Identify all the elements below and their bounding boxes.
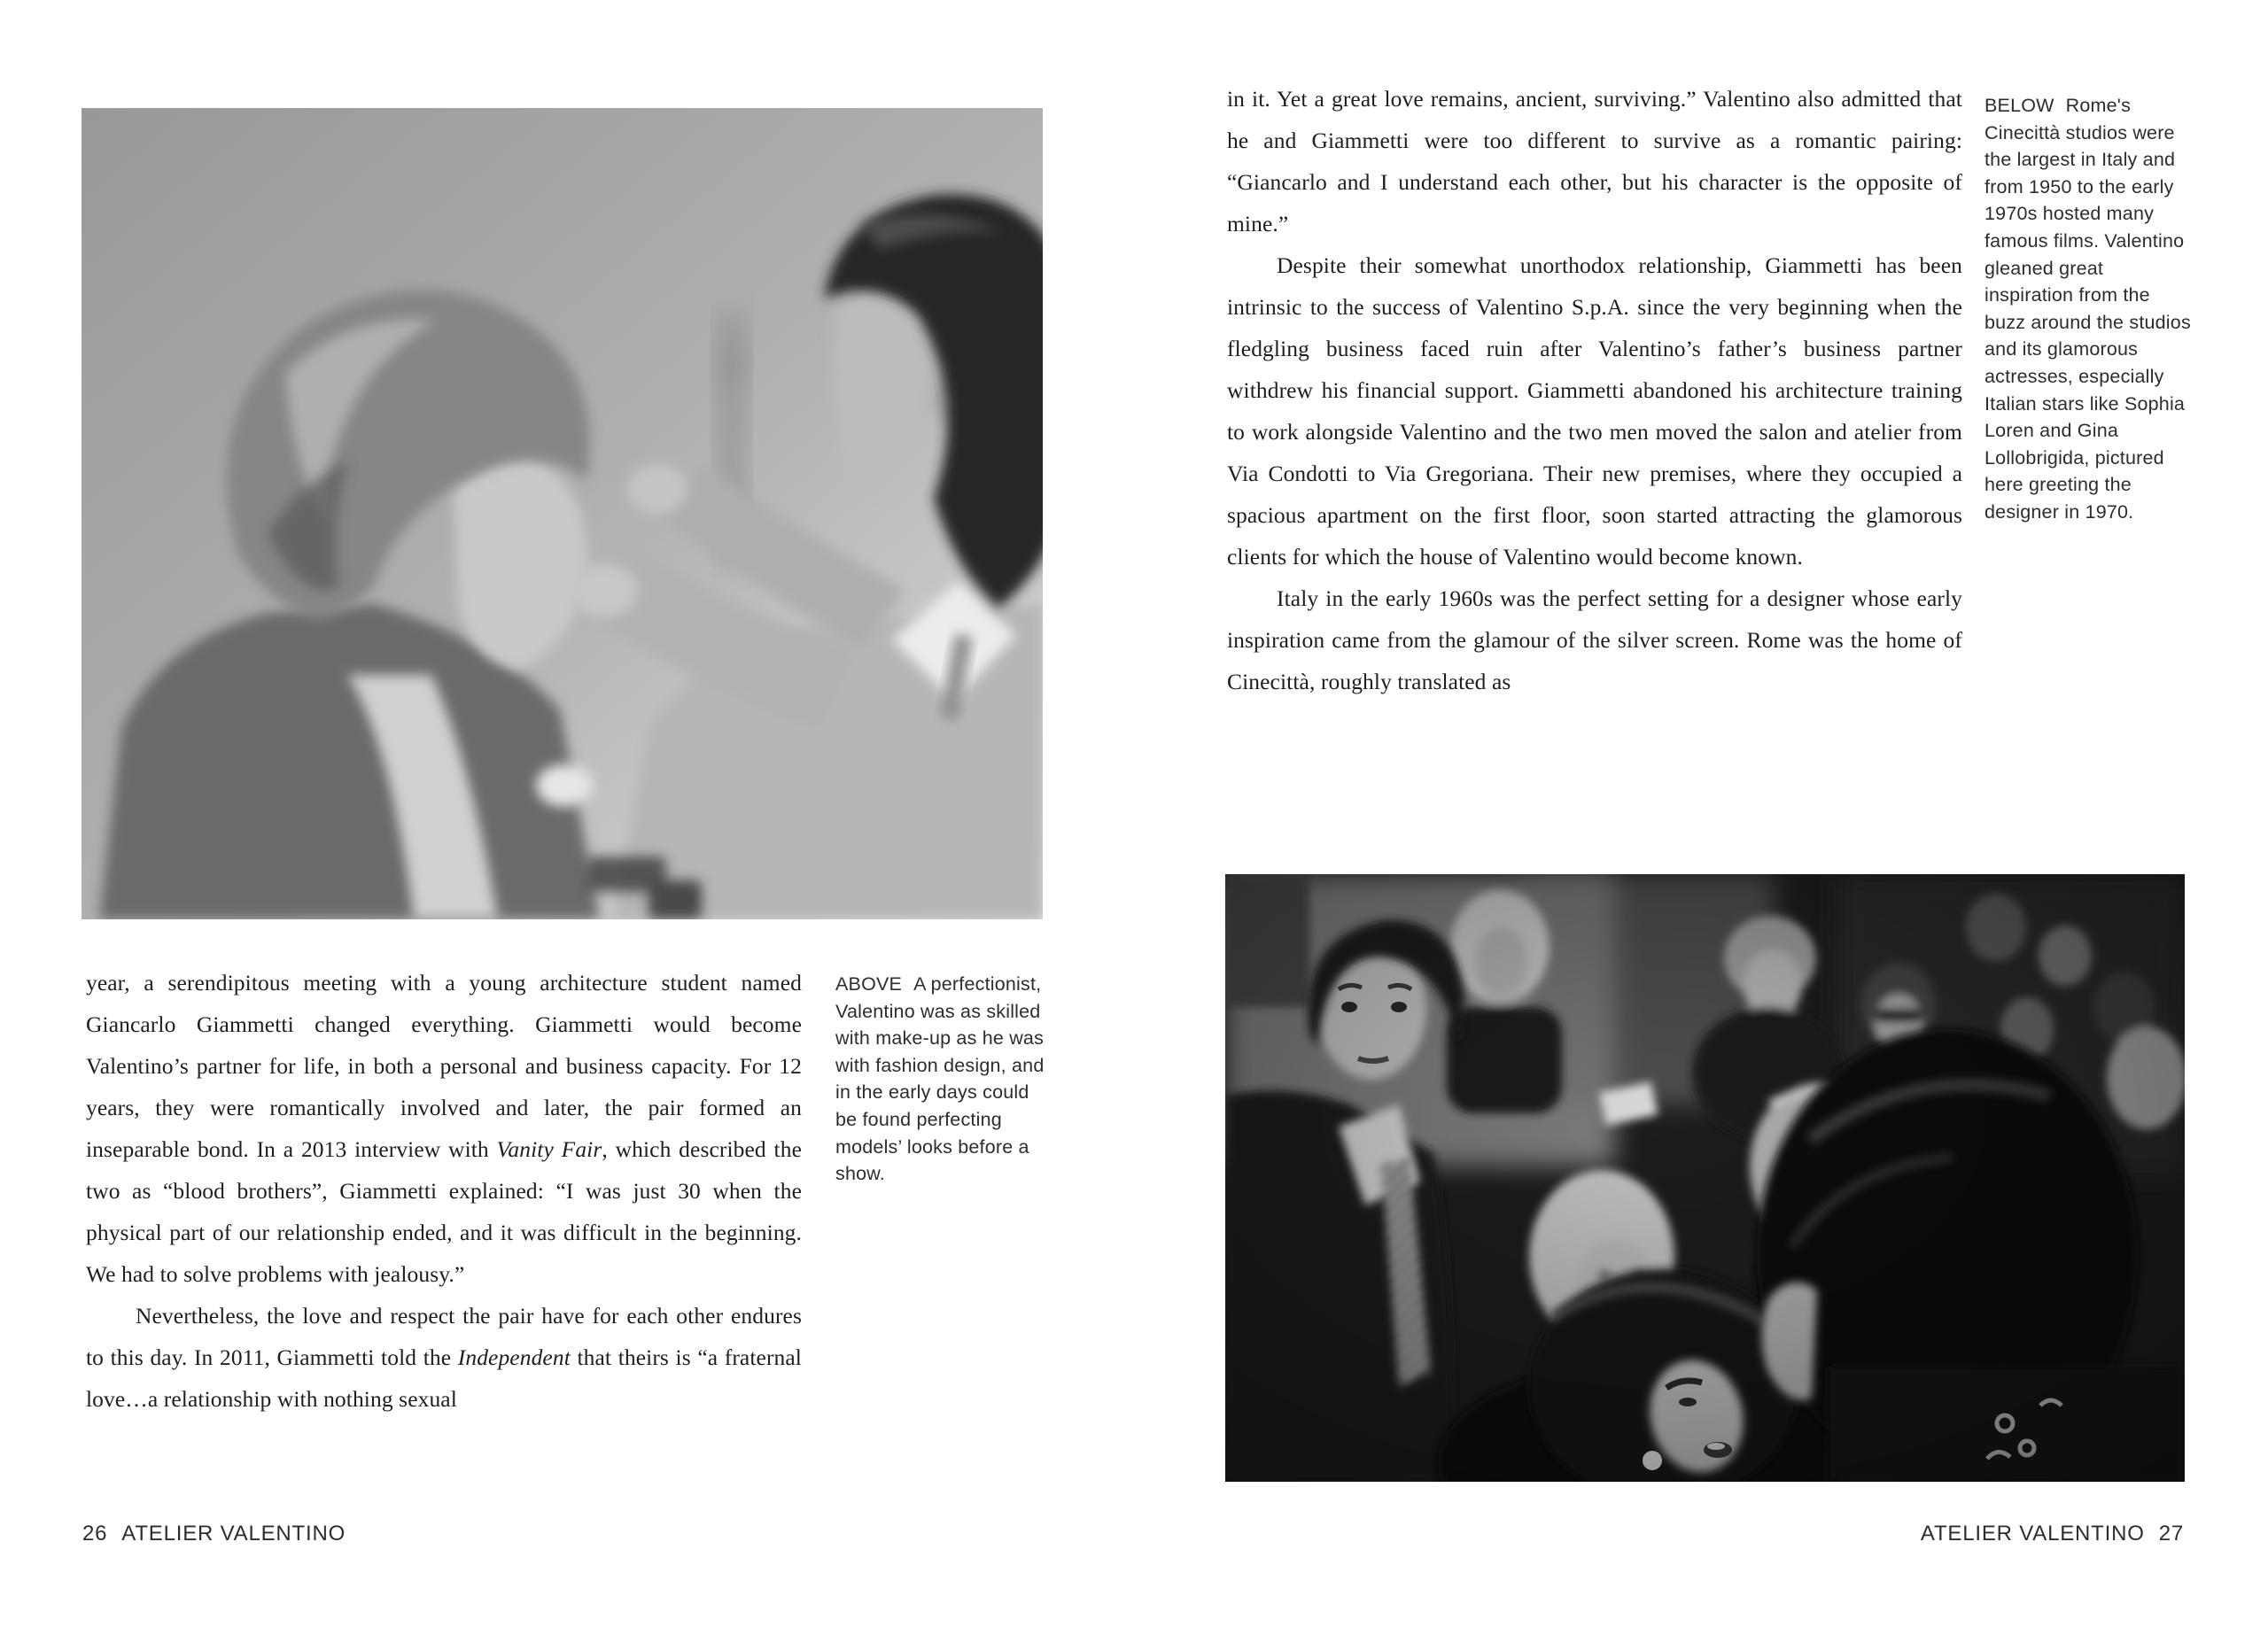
- body-paragraph: Despite their somewhat unorthodox relationship, Giammetti has been intrinsic to the success of Valentino S.p.A. since the very beginning when the fledgling business faced ruin after Valentino’s father’s business partner withdrew his financial support. Giammetti abandoned his architecture training to work alongside Valentino and the two men moved the salon and atelier from Via Condotti to Via Gregoriana. Their new premises, where they occupied a spacious apartment on the first floor, soon started attracting the glamorous clients for which the house of Valentino would become known.: [1227, 252, 1962, 569]
- caption-label: ABOVE: [835, 973, 903, 995]
- left-page-body-text: [86, 962, 802, 1420]
- body-paragraph: Nevertheless, the love and respect the pair have for each other endures to this day. In 2011, Giammetti told the Independent that theirs is “a fraternal love…a relationship with nothing sexual: [86, 1303, 802, 1412]
- caption-text: Rome's Cinecittà studios were the largest in Italy and from 1950 to the early 1970s hosted many famous films. Valentino gleaned great inspiration from the buzz around the studios and its glamorous actresses, especially Italian stars like Sophia Loren and Gina Lollobrigida, pictured here greeting the designer in 1970.: [1984, 95, 2191, 523]
- caption-above: [835, 971, 1052, 1188]
- photo-party-greeting: [1225, 874, 2185, 1482]
- body-paragraph: year, a serendipitous meeting with a young architecture student named Giancarlo Giammetti changed everything. Giammetti would become Valentino’s partner for life, in both a personal and business capacity. For 12 years, they were romantically involved and later, the pair formed an inseparable bond. In a 2013 interview with Vanity Fair, which described the two as “blood brothers”, Giammetti explained: “I was just 30 when the physical part of our relationship ended, and it was difficult in the beginning. We had to solve problems with jealousy.”: [86, 970, 802, 1287]
- photo-valentino-makeup: [82, 108, 1043, 919]
- party-photo-illustration: [1225, 874, 2185, 1482]
- italic-publication-name: Independent: [457, 1344, 571, 1370]
- footer-right: [1921, 1522, 2184, 1546]
- footer-title: ATELIER VALENTINO: [121, 1522, 346, 1546]
- footer-left: [82, 1522, 346, 1546]
- caption-text: A perfectionist, Valentino was as skilled with make-up as he was with fashion design, and in the early days could be found perfecting models’ looks before a show.: [835, 973, 1045, 1185]
- italic-publication-name: Vanity Fair: [496, 1136, 602, 1162]
- page-number: 26: [82, 1522, 108, 1546]
- caption-below: [1984, 92, 2195, 526]
- body-paragraph: Italy in the early 1960s was the perfect setting for a designer whose early inspiration came from the glamour of the silver screen. Rome was the home of Cinecittà, roughly translated as: [1227, 585, 1962, 694]
- caption-label: BELOW: [1984, 95, 2054, 116]
- right-page-body-text: [1227, 78, 1962, 702]
- body-paragraph: in it. Yet a great love remains, ancient, surviving.” Valentino also admitted that he and Giammetti were too different to survive as a romantic pairing: “Giancarlo and I understand each other, but his character is the opposite of mine.”: [1227, 86, 1962, 236]
- footer-title: ATELIER VALENTINO: [1920, 1522, 2145, 1546]
- page-number: 27: [2158, 1522, 2184, 1546]
- makeup-photo-illustration: [82, 108, 1043, 919]
